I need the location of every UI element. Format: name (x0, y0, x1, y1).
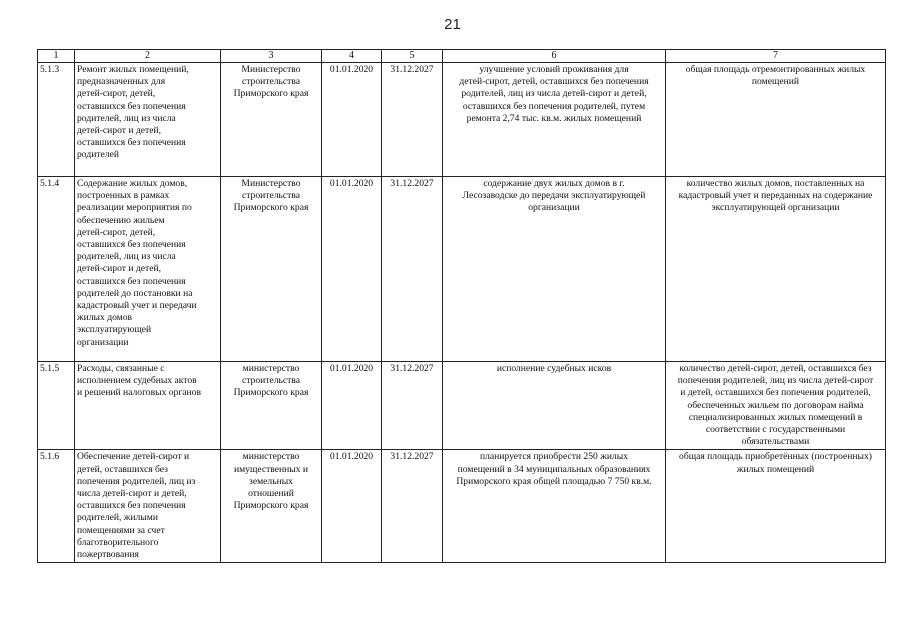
start-date: 01.01.2020 (322, 63, 382, 177)
end-date: 31.12.2027 (382, 450, 443, 563)
column-number-header: 5 (382, 50, 443, 63)
start-date: 01.01.2020 (322, 450, 382, 563)
executor: министерство имущественных и земельных отношений Приморского края (221, 450, 322, 563)
expected-result: исполнение судебных исков (443, 362, 666, 450)
indicator: количество жилых домов, поставленных на кадастровый учет и переданных на содержание эксплуатирующей организации (666, 177, 886, 362)
page-number: 21 (444, 16, 461, 33)
column-number-header: 4 (322, 50, 382, 63)
end-date: 31.12.2027 (382, 63, 443, 177)
indicator: количество детей-сирот, детей, оставшихся без попечения родителей, лиц из числа детей-сирот и детей, оставшихся без попечения родителей, обеспеченных жильем по договорам найма специализированных жилых помещений в соответствии с государственными обязательствами (666, 362, 886, 450)
item-number: 5.1.6 (38, 450, 75, 563)
table-row (38, 450, 886, 563)
item-number: 5.1.4 (38, 177, 75, 362)
column-number-header: 1 (38, 50, 75, 63)
table-row (38, 362, 886, 450)
expected-result: содержание двух жилых домов в г. Лесозаводске до передачи эксплуатирующей организации (443, 177, 666, 362)
column-number-header: 6 (443, 50, 666, 63)
expected-result: планируется приобрести 250 жилых помещений в 34 муниципальных образованиях Приморского края общей площадью 7 750 кв.м. (443, 450, 666, 563)
start-date: 01.01.2020 (322, 177, 382, 362)
expected-result: улучшение условий проживания для детей-сирот, детей, оставшихся без попечения родителей, лиц из числа детей-сирот и детей, оставшихся без попечения родителей, путем ремонта 2,74 тыс. кв.м. жилых помещений (443, 63, 666, 177)
column-number-header: 3 (221, 50, 322, 63)
start-date: 01.01.2020 (322, 362, 382, 450)
table-row (38, 177, 886, 362)
item-number: 5.1.3 (38, 63, 75, 177)
executor: Министерство строительства Приморского края (221, 63, 322, 177)
table-row (38, 63, 886, 177)
end-date: 31.12.2027 (382, 362, 443, 450)
end-date: 31.12.2027 (382, 177, 443, 362)
executor: Министерство строительства Приморского края (221, 177, 322, 362)
measure-name: Содержание жилых домов, построенных в рамках реализации мероприятия по обеспечению жильем детей-сирот, детей, оставшихся без попечения родителей, лиц из числа детей-сирот и детей, оставшихся без попечения родителей до постановки на кадастровый учет и передачи жилых домов эксплуатирующей организации (75, 177, 221, 362)
measure-name: Обеспечение детей-сирот и детей, оставшихся без попечения родителей, лиц из числа детей-сирот и детей, оставшихся без попечения родителей, жилыми помещениями за счет благотворительного пожертвования (75, 450, 221, 563)
measure-name: Расходы, связанные с исполнением судебных актов и решений налоговых органов (75, 362, 221, 450)
measure-name: Ремонт жилых помещений, предназначенных для детей-сирот, детей, оставшихся без попечения родителей, лиц из числа детей-сирот и детей, оставшихся без попечения родителей (75, 63, 221, 177)
indicator: общая площадь приобретённых (построенных) жилых помещений (666, 450, 886, 563)
column-number-header: 7 (666, 50, 886, 63)
executor: министерство строительства Приморского края (221, 362, 322, 450)
header-row (38, 50, 886, 63)
column-number-header: 2 (75, 50, 221, 63)
indicator: общая площадь отремонтированных жилых помещений (666, 63, 886, 177)
measures-table (37, 49, 886, 563)
item-number: 5.1.5 (38, 362, 75, 450)
